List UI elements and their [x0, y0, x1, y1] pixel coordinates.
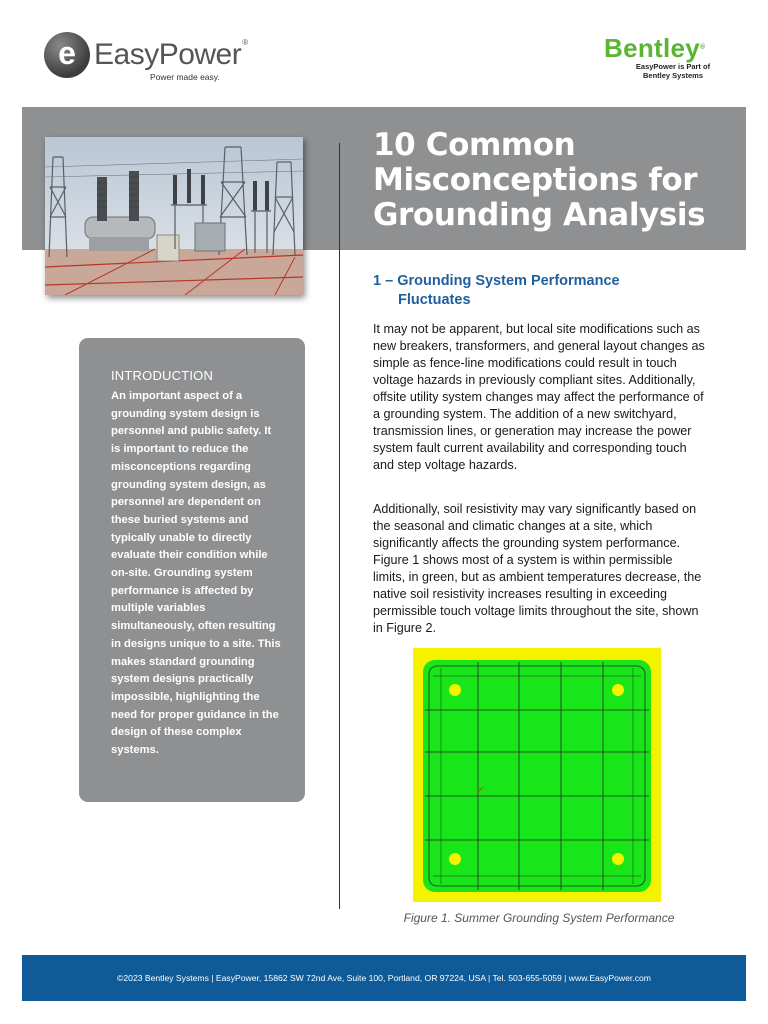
bentley-note: EasyPower is Part of Bentley Systems	[635, 62, 711, 80]
bentley-logo	[604, 34, 734, 84]
footer-bar	[22, 955, 746, 1001]
section-paragraph-2: Additionally, soil resistivity may vary significantly based on the seasonal and climatic changes at a site, which significantly affects the grounding system performance. Figure 1 shows most of a system is within permissible limits, in green, but as ambient temperatures decrease, the native soil resistivity increases resulting in exceeding permissible touch voltage limits throughout the site, shown in Figure 2.	[373, 502, 702, 635]
section-heading-line2: Fluctuates	[398, 292, 471, 308]
bentley-wordmark: Bentley®	[604, 33, 706, 63]
easypower-e-icon: e	[44, 32, 90, 78]
easypower-logo	[44, 32, 254, 84]
introduction-card	[79, 338, 305, 802]
easypower-wordmark: EasyPower®	[94, 38, 248, 71]
easypower-tagline: Power made easy.	[150, 72, 220, 82]
footer-contact: ©2023 Bentley Systems | EasyPower, 15862 SW 72nd Ave, Suite 100, Portland, OR 97224, USA | Tel. 503-655-5059 | www.EasyPower.com	[117, 973, 651, 983]
introduction-text: An important aspect of a grounding system design is personnel and public safety. It is important to reduce the misconceptions regarding grounding system design, as personnel are dependent on these buried systems and typically unable to directly evaluate their condition while on-site. Grounding system performance is affected by multiple variables simultaneously, often resulting in designs unique to a site. This makes standard grounding system designs practically impossible, highlighting the need for proper guidance in the design of these complex systems.	[111, 390, 281, 757]
grounding-grid-heatmap	[413, 648, 661, 902]
section-paragraph-1: It may not be apparent, but local site modifications such as new breakers, transformers, and general layout changes as simple as fence-line modifications could result in touch voltage hazards in previously compliant sites. Additionally, offsite utility system changes may affect the performance of a grounding system. The addition of a new switchyard, transmission lines, or generation may increase the power system fault current availability and corresponding touch and step voltage hazards.	[373, 322, 705, 472]
substation-photo	[45, 137, 303, 295]
column-divider	[339, 143, 340, 909]
figure-grounding-grid	[413, 648, 661, 902]
substation-icon	[45, 137, 303, 295]
section-heading-line1: Grounding System Performance	[397, 273, 620, 289]
page-title: 10 Common Misconceptions for Grounding Analysis	[373, 127, 706, 233]
section-heading	[373, 272, 713, 310]
figure-caption: Figure 1. Summer Grounding System Performance	[403, 911, 675, 925]
introduction-heading: INTRODUCTION	[111, 368, 214, 383]
section-number: 1 –	[373, 273, 394, 289]
